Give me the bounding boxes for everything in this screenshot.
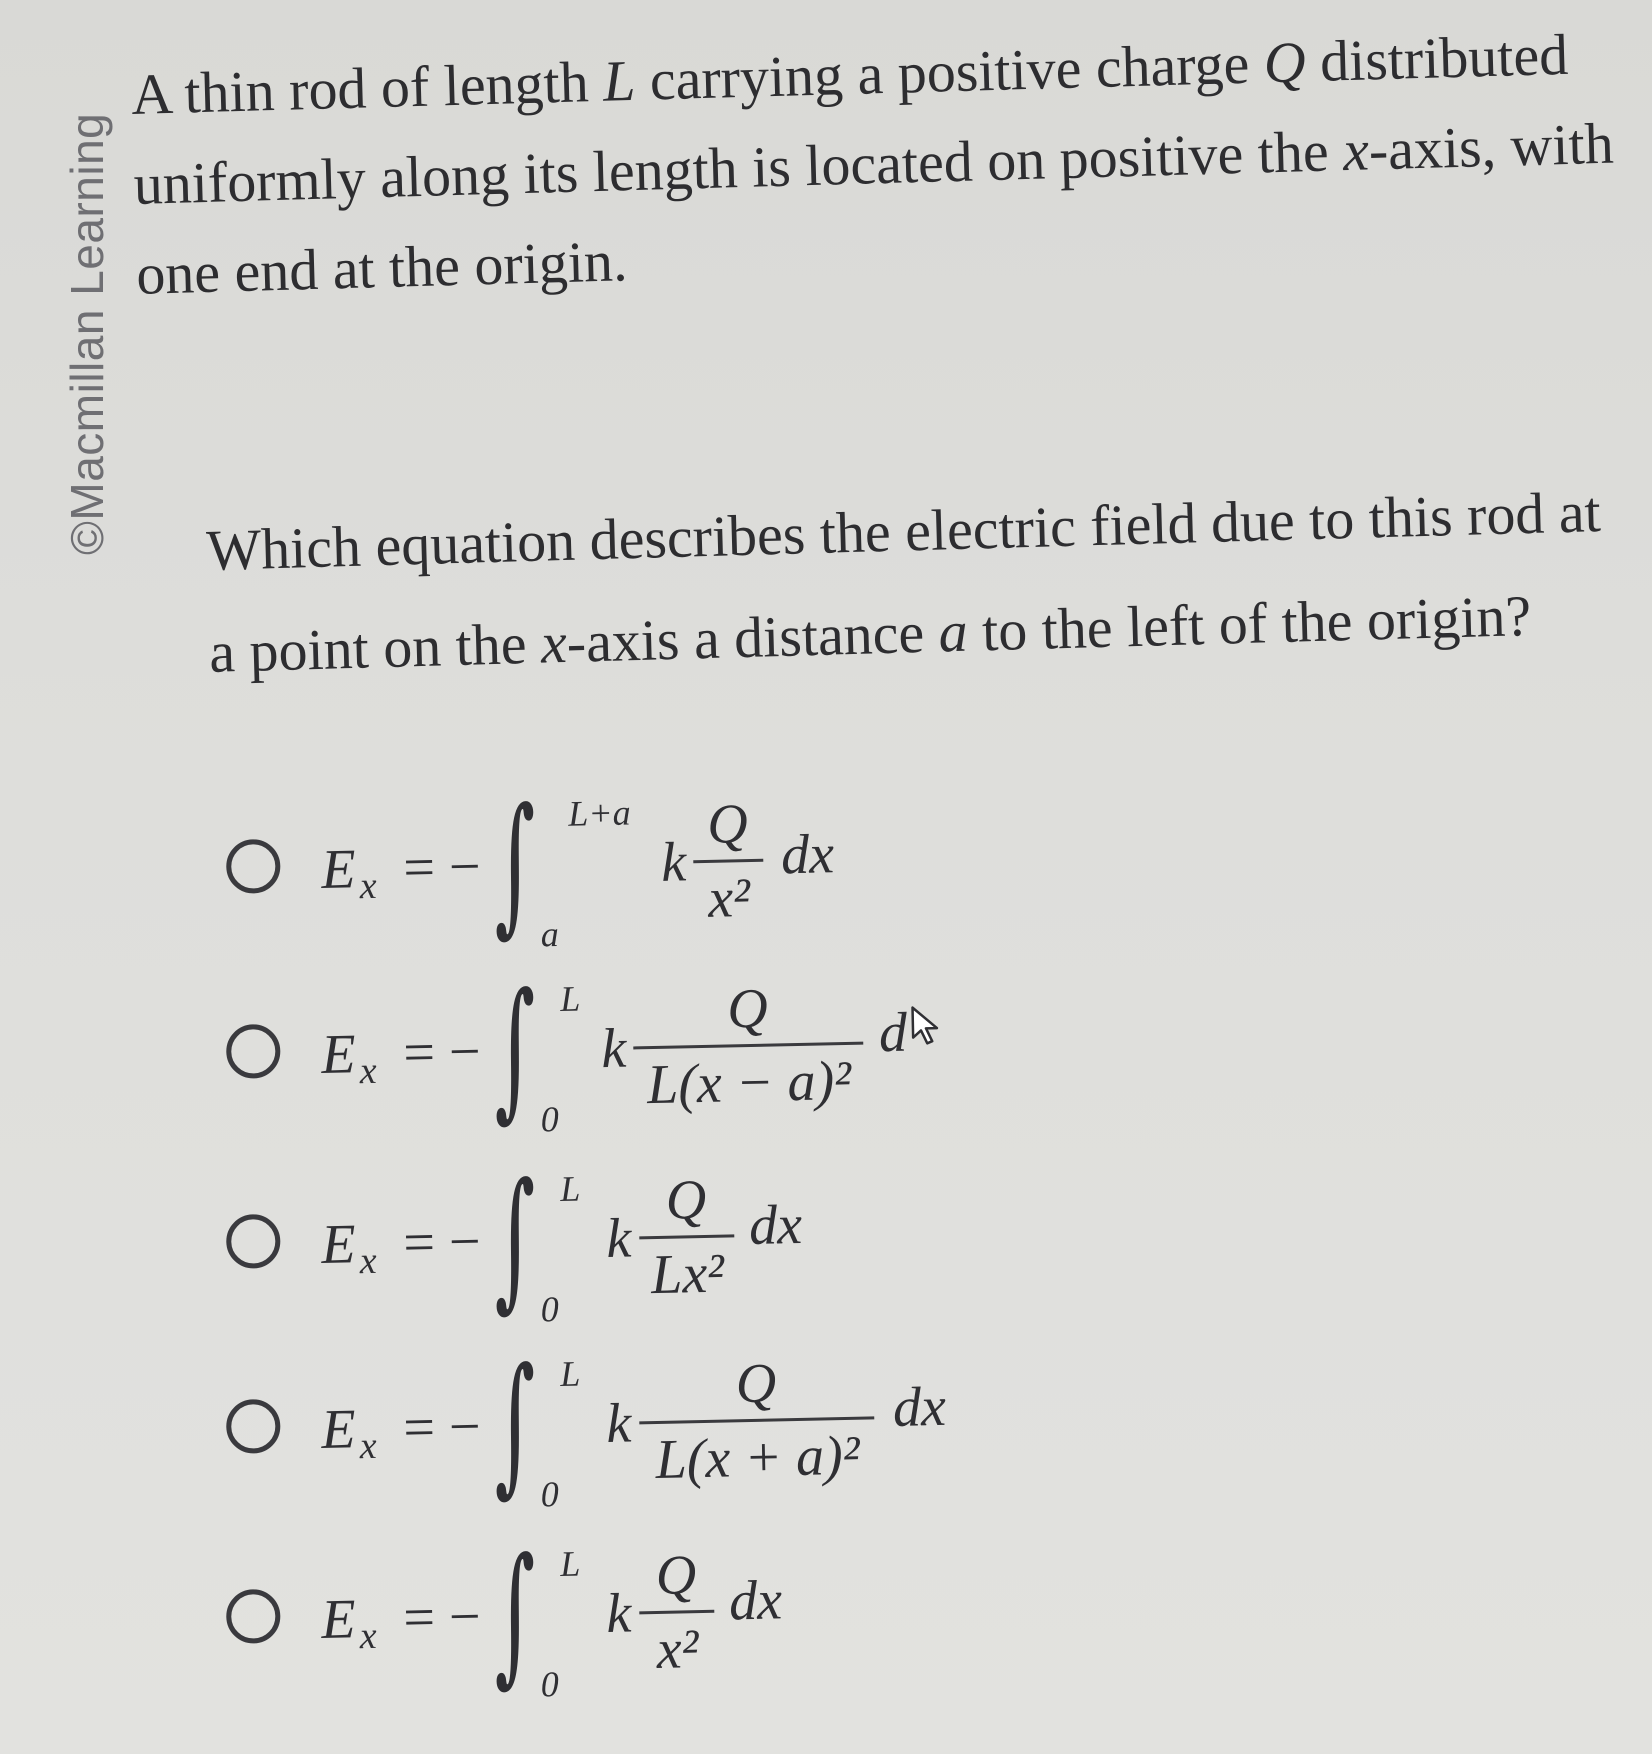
integral-lower-limit: 0 bbox=[540, 1099, 560, 1140]
fraction-numerator: Q bbox=[706, 793, 749, 856]
equation-option-2 bbox=[320, 961, 908, 1140]
integral-lower-limit: 0 bbox=[540, 1474, 560, 1515]
eq-subscript: x bbox=[359, 1049, 378, 1093]
equation-option-1 bbox=[320, 776, 835, 955]
radio-button-option-5[interactable] bbox=[226, 1589, 281, 1644]
fraction-bar bbox=[639, 1234, 734, 1239]
integral-sign: ∫ bbox=[491, 1336, 539, 1512]
eq-differential: d bbox=[878, 1001, 908, 1065]
fraction-denominator: L(x − a)² bbox=[646, 1049, 852, 1117]
question-var-x: x bbox=[540, 609, 568, 676]
integral-sign: ∫ bbox=[491, 1526, 539, 1702]
problem-statement bbox=[130, 8, 1627, 319]
eq-subscript: x bbox=[359, 864, 378, 908]
radio-button-option-4[interactable] bbox=[226, 1399, 281, 1454]
question-var-a: a bbox=[937, 598, 969, 665]
eq-constant-k: k bbox=[605, 1207, 632, 1271]
answer-option-1[interactable] bbox=[225, 776, 1328, 955]
question-text-2: -axis a distance bbox=[565, 599, 940, 675]
eq-differential: dx bbox=[892, 1375, 947, 1440]
mouse-pointer-icon bbox=[908, 1005, 949, 1046]
eq-subscript: x bbox=[359, 1424, 378, 1468]
eq-equals-minus: = − bbox=[402, 1020, 482, 1085]
answer-option-5[interactable] bbox=[225, 1526, 1328, 1705]
radio-button-option-1[interactable] bbox=[226, 839, 281, 894]
eq-subscript: x bbox=[359, 1614, 378, 1658]
intro-var-Q: Q bbox=[1262, 29, 1307, 96]
eq-constant-k: k bbox=[605, 1392, 632, 1456]
integral-upper-limit: L+a bbox=[567, 792, 631, 834]
fraction-denominator: x² bbox=[656, 1618, 700, 1681]
fraction-numerator: Q bbox=[655, 1544, 697, 1607]
fraction-numerator: Q bbox=[735, 1352, 777, 1416]
intro-text-1: A thin rod of length bbox=[130, 48, 604, 127]
eq-differential: dx bbox=[728, 1569, 783, 1633]
intro-var-L: L bbox=[602, 47, 637, 114]
intro-text-4: -axis, with one end at the origin. bbox=[135, 110, 1615, 307]
intro-text-2: carrying a positive charge bbox=[634, 30, 1265, 113]
integral-sign: ∫ bbox=[491, 961, 539, 1137]
integral-upper-limit: L bbox=[559, 1353, 581, 1394]
integral-upper-limit: L bbox=[559, 1168, 581, 1209]
integral-sign: ∫ bbox=[491, 776, 539, 952]
intro-var-x: x bbox=[1342, 117, 1370, 184]
answer-option-4[interactable] bbox=[225, 1336, 1328, 1515]
eq-lhs: E bbox=[320, 1213, 357, 1276]
eq-differential: dx bbox=[748, 1193, 803, 1258]
fraction-bar bbox=[639, 1610, 714, 1615]
eq-equals-minus: = − bbox=[402, 835, 482, 900]
question-text-1: Which equation describes the electric field due to this rod at a point on the bbox=[205, 479, 1602, 685]
eq-differential: dx bbox=[780, 823, 835, 887]
copyright-watermark: ©Macmillan Learning bbox=[61, 112, 113, 555]
fraction-denominator: x² bbox=[707, 867, 751, 930]
integral-lower-limit: 0 bbox=[540, 1289, 560, 1330]
fraction-numerator: Q bbox=[665, 1168, 707, 1232]
eq-lhs: E bbox=[320, 1023, 357, 1086]
integral-lower-limit: a bbox=[540, 914, 560, 955]
eq-constant-k: k bbox=[600, 1017, 627, 1081]
fraction-bar bbox=[693, 859, 763, 863]
integral-sign: ∫ bbox=[491, 1151, 539, 1327]
integral-upper-limit: L bbox=[559, 1543, 581, 1584]
integral-upper-limit: L bbox=[559, 978, 581, 1019]
question-prompt bbox=[205, 460, 1630, 704]
equation-option-4 bbox=[320, 1336, 947, 1515]
eq-equals-minus: = − bbox=[402, 1210, 482, 1275]
eq-constant-k: k bbox=[660, 831, 687, 894]
integral-lower-limit: 0 bbox=[540, 1664, 560, 1705]
eq-equals-minus: = − bbox=[402, 1585, 482, 1650]
radio-button-option-3[interactable] bbox=[226, 1214, 281, 1269]
eq-equals-minus: = − bbox=[402, 1395, 482, 1460]
fraction-denominator: L(x + a)² bbox=[654, 1424, 861, 1491]
equation-option-3 bbox=[320, 1151, 803, 1330]
eq-lhs: E bbox=[320, 1398, 357, 1461]
eq-subscript: x bbox=[359, 1239, 378, 1283]
eq-lhs: E bbox=[320, 838, 357, 901]
fraction-denominator: Lx² bbox=[650, 1242, 725, 1307]
radio-button-option-2[interactable] bbox=[226, 1024, 281, 1079]
fraction-bar bbox=[633, 1042, 863, 1050]
equation-option-5 bbox=[320, 1526, 783, 1705]
intro-text-3: distributed uniformly along its length is located on positive the bbox=[132, 21, 1569, 217]
answer-option-3[interactable] bbox=[225, 1151, 1328, 1330]
question-text-3: to the left of the origin? bbox=[966, 583, 1532, 664]
fraction-numerator: Q bbox=[726, 977, 769, 1041]
answer-option-2[interactable] bbox=[225, 961, 1328, 1140]
eq-lhs: E bbox=[320, 1588, 357, 1651]
eq-constant-k: k bbox=[605, 1582, 632, 1646]
